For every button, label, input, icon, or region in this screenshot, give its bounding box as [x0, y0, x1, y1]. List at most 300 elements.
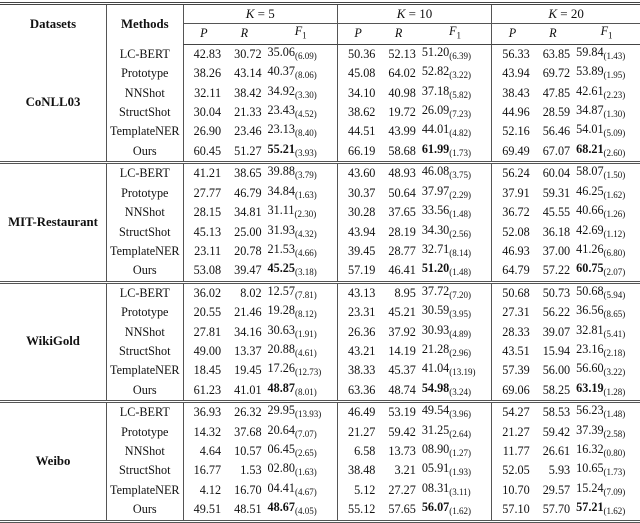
f1-std: (4.82)	[449, 128, 471, 139]
k5-p-cell: 45.13	[183, 223, 224, 242]
k5-f1-cell	[265, 500, 338, 521]
k20-f1-cell	[573, 402, 640, 423]
dataset-label: MIT-Restaurant	[0, 163, 107, 282]
f1-value: 04.41	[267, 480, 295, 495]
header-k10-f1: $F_1$	[419, 24, 492, 45]
k5-p-cell: 53.08	[183, 261, 224, 282]
k20-r-cell: 57.70	[533, 500, 573, 521]
k20-p-cell: 28.33	[492, 323, 533, 342]
f1-value: 08.90	[421, 441, 450, 456]
k10-f1-cell	[419, 381, 492, 402]
f1-value: 02.80	[267, 461, 295, 476]
f1-value: 20.88	[267, 341, 295, 356]
k20-p-cell: 38.43	[492, 84, 533, 103]
k5-p-cell: 60.45	[183, 142, 224, 163]
k5-p-cell: 41.21	[183, 163, 224, 184]
k5-p-cell: 42.83	[183, 44, 224, 64]
f1-value: 40.37	[267, 64, 295, 79]
k20-f1-cell	[573, 500, 640, 521]
f1-std: (4.61)	[294, 347, 317, 358]
f1-value: 51.20	[421, 44, 450, 59]
f1-value: 54.98	[421, 380, 450, 395]
k5-f1-cell	[265, 242, 338, 261]
f1-value: 42.61	[576, 83, 604, 98]
k10-f1-cell	[419, 342, 492, 361]
f1-value: 26.09	[421, 103, 450, 118]
k5-f1-cell	[265, 342, 338, 361]
k10-p-cell: 38.48	[337, 461, 378, 480]
k20-p-cell: 57.10	[492, 500, 533, 521]
k10-p-cell: 55.12	[337, 500, 378, 521]
k20-p-cell: 56.33	[492, 44, 533, 64]
k20-p-cell: 21.27	[492, 423, 533, 442]
k5-f1-cell	[265, 84, 338, 103]
k10-r-cell: 45.21	[388, 305, 416, 320]
f1-value: 17.26	[267, 361, 295, 376]
f1-std: (3.22)	[603, 367, 626, 378]
f1-std: (2.30)	[294, 209, 317, 220]
k5-p-cell: 61.23	[183, 381, 224, 402]
k5-f1-cell	[265, 44, 338, 64]
f1-value: 58.07	[576, 164, 604, 179]
f1-value: 19.28	[267, 303, 295, 318]
k10-f1-cell	[419, 142, 492, 163]
k10-f1-cell	[419, 44, 492, 64]
k20-p-cell: 69.06	[492, 381, 533, 402]
header-k10-r: R	[378, 24, 418, 45]
method-label: NNShot	[107, 323, 184, 342]
k10-f1-cell	[419, 103, 492, 122]
f1-std: (13.19)	[449, 367, 476, 378]
k10-f1-cell	[419, 500, 492, 521]
k5-p-cell: 26.90	[183, 122, 224, 141]
method-label: Prototype	[107, 184, 184, 203]
header-k5-r: R	[224, 24, 264, 45]
f1-std: (1.30)	[603, 109, 626, 120]
f1-std: (7.09)	[603, 486, 626, 497]
k5-f1-cell	[265, 103, 338, 122]
k5-r-cell: 34.16	[234, 324, 262, 339]
f1-value: 08.31	[421, 480, 450, 495]
k5-p-cell: 27.77	[183, 184, 224, 203]
table-row	[0, 402, 640, 423]
k5-f1-cell	[265, 142, 338, 163]
k20-r-cell: 39.07	[542, 324, 571, 339]
f1-value: 30.63	[267, 322, 295, 337]
k20-p-cell: 52.05	[492, 461, 533, 480]
f1-std: (2.18)	[603, 347, 626, 358]
f1-std: (1.62)	[449, 506, 471, 517]
f1-value: 15.24	[576, 480, 604, 495]
f1-std: (8.40)	[294, 128, 317, 139]
f1-value: 33.56	[421, 203, 450, 218]
k10-p-cell: 38.33	[337, 361, 378, 380]
f1-std: (8.65)	[603, 309, 626, 320]
k10-r-cell: 48.74	[378, 381, 418, 402]
k10-f1-cell	[419, 163, 492, 184]
f1-std: (3.30)	[294, 89, 317, 100]
method-label: StructShot	[107, 342, 184, 361]
k20-f1-cell	[573, 84, 640, 103]
k5-f1-cell	[265, 122, 338, 141]
f1-value: 16.32	[576, 441, 604, 456]
method-label: Prototype	[107, 64, 184, 83]
k10-p-cell: 44.51	[337, 122, 378, 141]
k20-r-cell: 26.61	[542, 443, 571, 458]
k5-f1-cell	[265, 303, 338, 322]
f1-value: 31.93	[267, 222, 295, 237]
header-k20: K = 20	[492, 4, 640, 24]
k10-p-cell: 30.28	[337, 203, 378, 222]
f1-value: 42.69	[576, 222, 604, 237]
k20-f1-cell	[573, 142, 640, 163]
k5-p-cell: 28.15	[183, 203, 224, 222]
f1-std: (3.93)	[294, 147, 317, 158]
k5-r-cell: 51.27	[224, 142, 264, 163]
k10-p-cell: 21.27	[337, 423, 378, 442]
k5-r-cell: 39.47	[224, 261, 264, 282]
f1-std: (3.79)	[294, 170, 317, 181]
k5-f1-cell	[265, 64, 338, 83]
k5-f1-cell	[265, 361, 338, 380]
k5-r-cell: 16.70	[234, 482, 262, 497]
header-methods: Methods	[107, 4, 184, 45]
k5-p-cell: 18.45	[183, 361, 224, 380]
k20-r-cell: 60.04	[542, 166, 571, 181]
k10-p-cell: 34.10	[337, 84, 378, 103]
f1-value: 31.11	[267, 203, 295, 218]
k10-r-cell: 27.27	[388, 482, 416, 497]
k20-p-cell: 50.68	[492, 282, 533, 303]
k10-f1-cell	[419, 282, 492, 303]
f1-std: (1.63)	[294, 189, 317, 200]
k20-r-cell: 59.31	[542, 185, 571, 200]
k20-p-cell: 37.91	[492, 184, 533, 203]
f1-std: (8.14)	[449, 247, 471, 258]
f1-std: (7.20)	[449, 289, 471, 300]
k20-r-cell: 50.73	[542, 285, 571, 300]
k10-f1-cell	[419, 84, 492, 103]
method-label: NNShot	[107, 84, 184, 103]
f1-std: (1.48)	[449, 267, 471, 278]
header-k20-r: R	[533, 24, 573, 45]
k10-f1-cell	[419, 122, 492, 141]
k5-r-cell: 34.81	[234, 205, 262, 220]
method-label: Prototype	[107, 303, 184, 322]
f1-value: 05.91	[421, 461, 450, 476]
k5-p-cell: 20.55	[183, 303, 224, 322]
k20-r-cell: 29.57	[542, 482, 571, 497]
f1-std: (2.29)	[449, 189, 471, 200]
k10-r-cell: 58.68	[378, 142, 418, 163]
method-label: TemplateNER	[107, 122, 184, 141]
f1-value: 29.95	[267, 403, 295, 418]
f1-value: 41.26	[576, 241, 604, 256]
f1-std: (1.48)	[449, 209, 471, 220]
k20-p-cell: 46.93	[492, 242, 533, 261]
k10-r-cell: 52.13	[388, 46, 416, 61]
f1-std: (1.63)	[294, 467, 317, 478]
k10-p-cell: 30.37	[337, 184, 378, 203]
f1-value: 60.75	[576, 261, 604, 276]
f1-value: 36.56	[576, 303, 604, 318]
dataset-label: CoNLL03	[0, 44, 107, 162]
f1-value: 56.60	[576, 361, 604, 376]
f1-value: 30.59	[421, 303, 450, 318]
f1-std: (3.75)	[449, 170, 471, 181]
f1-std: (5.09)	[603, 128, 626, 139]
f1-value: 63.19	[576, 380, 604, 395]
f1-value: 23.13	[267, 122, 295, 137]
k20-f1-cell	[573, 381, 640, 402]
f1-std: (3.18)	[294, 267, 317, 278]
f1-value: 46.25	[576, 183, 604, 198]
k10-r-cell: 46.41	[378, 261, 418, 282]
k20-r-cell: 47.85	[542, 85, 571, 100]
method-label: LC-BERT	[107, 282, 184, 303]
k5-f1-cell	[265, 163, 338, 184]
header-k20-f1: $F_1$	[573, 24, 640, 45]
f1-std: (1.62)	[603, 189, 626, 200]
k20-f1-cell	[573, 461, 640, 480]
f1-std: (6.39)	[449, 50, 471, 61]
dataset-label: WikiGold	[0, 282, 107, 401]
k5-r-cell: 41.01	[224, 381, 264, 402]
f1-value: 37.72	[421, 283, 450, 298]
f1-std: (1.62)	[603, 506, 626, 517]
f1-std: (2.64)	[449, 428, 471, 439]
dataset-label: Weibo	[0, 402, 107, 521]
f1-value: 48.87	[267, 380, 295, 395]
k10-r-cell: 8.95	[394, 285, 416, 300]
f1-std: (12.73)	[294, 367, 322, 378]
f1-std: (3.22)	[449, 70, 471, 81]
k20-p-cell: 56.24	[492, 163, 533, 184]
k5-r-cell: 38.65	[234, 166, 262, 181]
header-k5-f1: $F_1$	[265, 24, 338, 45]
k10-p-cell: 26.36	[337, 323, 378, 342]
k20-r-cell: 57.22	[533, 261, 573, 282]
f1-std: (1.73)	[603, 467, 626, 478]
results-table	[0, 2, 640, 523]
f1-std: (1.95)	[603, 70, 626, 81]
method-label: TemplateNER	[107, 242, 184, 261]
header-k5-p: P	[183, 24, 224, 45]
k20-p-cell: 10.70	[492, 481, 533, 500]
f1-value: 32.71	[421, 241, 450, 256]
k5-f1-cell	[265, 423, 338, 442]
f1-std: (2.56)	[449, 228, 471, 239]
k5-r-cell: 10.57	[234, 443, 262, 458]
k10-f1-cell	[419, 261, 492, 282]
k20-f1-cell	[573, 223, 640, 242]
k20-r-cell: 56.46	[542, 124, 571, 139]
k20-f1-cell	[573, 481, 640, 500]
k10-f1-cell	[419, 64, 492, 83]
f1-value: 54.01	[576, 122, 604, 137]
f1-std: (1.27)	[449, 447, 471, 458]
k5-p-cell: 36.93	[183, 402, 224, 423]
k10-r-cell: 50.64	[388, 185, 416, 200]
k10-p-cell: 38.62	[337, 103, 378, 122]
header-datasets: Datasets	[0, 4, 107, 45]
k10-p-cell: 43.94	[337, 223, 378, 242]
method-label: NNShot	[107, 442, 184, 461]
f1-value: 53.89	[576, 64, 604, 79]
f1-value: 32.81	[576, 322, 604, 337]
header-k10-p: P	[337, 24, 378, 45]
f1-std: (4.05)	[294, 506, 317, 517]
k5-p-cell: 23.11	[183, 242, 224, 261]
f1-value: 49.54	[421, 403, 450, 418]
k5-f1-cell	[265, 381, 338, 402]
f1-std: (3.24)	[449, 386, 471, 397]
k20-p-cell: 57.39	[492, 361, 533, 380]
f1-value: 44.01	[421, 122, 450, 137]
f1-value: 10.65	[576, 461, 604, 476]
k20-p-cell: 69.49	[492, 142, 533, 163]
k10-r-cell: 48.93	[388, 166, 416, 181]
f1-std: (5.82)	[449, 89, 471, 100]
k10-r-cell: 13.73	[388, 443, 416, 458]
k5-p-cell: 27.81	[183, 323, 224, 342]
k20-f1-cell	[573, 122, 640, 141]
k10-r-cell: 43.99	[388, 124, 416, 139]
f1-value: 34.87	[576, 103, 604, 118]
method-label: Ours	[107, 142, 184, 163]
k10-r-cell: 37.65	[388, 205, 416, 220]
f1-value: 30.93	[421, 322, 450, 337]
k10-f1-cell	[419, 402, 492, 423]
k10-f1-cell	[419, 442, 492, 461]
k5-f1-cell	[265, 481, 338, 500]
f1-value: 35.06	[267, 44, 295, 59]
k5-r-cell: 26.32	[234, 405, 262, 420]
f1-std: (5.94)	[603, 289, 626, 300]
k20-r-cell: 63.85	[542, 46, 571, 61]
f1-std: (2.23)	[603, 89, 626, 100]
method-label: LC-BERT	[107, 44, 184, 64]
k20-r-cell: 28.59	[542, 105, 571, 120]
f1-value: 31.25	[421, 422, 450, 437]
k10-f1-cell	[419, 361, 492, 380]
k5-r-cell: 19.45	[234, 363, 262, 378]
k5-p-cell: 4.12	[183, 481, 224, 500]
k20-r-cell: 45.55	[542, 205, 571, 220]
k20-f1-cell	[573, 203, 640, 222]
k5-p-cell: 14.32	[183, 423, 224, 442]
k5-r-cell: 1.53	[240, 463, 262, 478]
k5-f1-cell	[265, 282, 338, 303]
f1-value: 45.25	[267, 261, 295, 276]
k10-p-cell: 57.19	[337, 261, 378, 282]
k10-f1-cell	[419, 461, 492, 480]
k20-f1-cell	[573, 361, 640, 380]
f1-value: 23.16	[576, 341, 604, 356]
f1-value: 56.07	[421, 500, 450, 515]
header-k5: K = 5	[183, 4, 337, 24]
k10-p-cell: 6.58	[337, 442, 378, 461]
k10-r-cell: 28.19	[388, 224, 416, 239]
k20-r-cell: 58.25	[533, 381, 573, 402]
k5-p-cell: 38.26	[183, 64, 224, 83]
k20-f1-cell	[573, 64, 640, 83]
method-label: StructShot	[107, 461, 184, 480]
f1-std: (2.58)	[603, 428, 626, 439]
method-label: Ours	[107, 500, 184, 521]
k10-r-cell: 28.77	[388, 243, 416, 258]
k10-r-cell: 37.92	[388, 324, 416, 339]
f1-std: (2.07)	[603, 267, 626, 278]
k20-r-cell: 37.00	[542, 243, 571, 258]
f1-value: 12.57	[267, 283, 295, 298]
k10-r-cell: 57.65	[378, 500, 418, 521]
f1-std: (1.93)	[449, 467, 471, 478]
f1-std: (3.96)	[449, 409, 471, 420]
f1-value: 52.82	[421, 64, 450, 79]
k10-r-cell: 64.02	[388, 66, 416, 81]
k5-r-cell: 43.14	[234, 66, 262, 81]
f1-value: 61.99	[421, 141, 450, 156]
f1-std: (1.48)	[603, 409, 626, 420]
k5-r-cell: 20.78	[234, 243, 262, 258]
k20-p-cell: 43.94	[492, 64, 533, 83]
header-k10: K = 10	[337, 4, 491, 24]
k5-p-cell: 49.00	[183, 342, 224, 361]
f1-value: 57.21	[576, 500, 604, 515]
k10-p-cell: 46.49	[337, 402, 378, 423]
f1-value: 40.66	[576, 203, 604, 218]
f1-std: (2.65)	[294, 447, 317, 458]
k20-f1-cell	[573, 323, 640, 342]
f1-std: (13.93)	[294, 409, 322, 420]
k10-r-cell: 14.19	[388, 343, 416, 358]
k10-f1-cell	[419, 481, 492, 500]
k5-f1-cell	[265, 442, 338, 461]
k20-p-cell: 52.08	[492, 223, 533, 242]
f1-value: 59.84	[576, 44, 604, 59]
f1-value: 37.18	[421, 83, 450, 98]
f1-std: (4.52)	[294, 109, 317, 120]
k10-p-cell: 5.12	[337, 481, 378, 500]
k20-p-cell: 11.77	[492, 442, 533, 461]
k10-f1-cell	[419, 203, 492, 222]
k20-f1-cell	[573, 282, 640, 303]
k20-r-cell: 58.53	[542, 405, 571, 420]
f1-value: 41.04	[421, 361, 450, 376]
table-row	[0, 44, 640, 64]
k20-p-cell: 44.96	[492, 103, 533, 122]
method-label: LC-BERT	[107, 402, 184, 423]
method-label: Ours	[107, 261, 184, 282]
method-label: NNShot	[107, 203, 184, 222]
k20-f1-cell	[573, 423, 640, 442]
k5-r-cell: 46.79	[234, 185, 262, 200]
k10-f1-cell	[419, 223, 492, 242]
k5-f1-cell	[265, 461, 338, 480]
k10-p-cell: 43.21	[337, 342, 378, 361]
k20-f1-cell	[573, 261, 640, 282]
f1-value: 50.68	[576, 283, 604, 298]
f1-std: (0.80)	[603, 447, 626, 458]
f1-std: (4.66)	[294, 247, 317, 258]
k5-r-cell: 21.46	[234, 305, 262, 320]
k10-p-cell: 43.13	[337, 282, 378, 303]
k5-f1-cell	[265, 184, 338, 203]
k10-f1-cell	[419, 323, 492, 342]
k5-f1-cell	[265, 323, 338, 342]
k10-p-cell: 43.60	[337, 163, 378, 184]
